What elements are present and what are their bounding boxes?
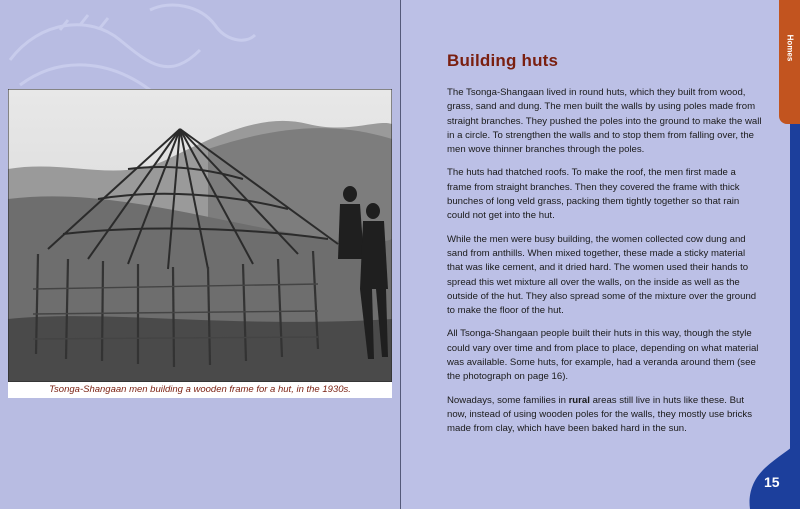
paragraph-5-end: areas still live in huts like these. But now, instead of using wooden poles for the walls, they mostly use bricks made from clay, which have been baked hard in the sun. — [447, 394, 753, 435]
hut-building-photo — [8, 89, 392, 382]
paragraph-4: All Tsonga-Shangaan people built their huts in this way, though the style could vary over time and from place to place, depending on what material was available. Some huts, for example, had a veranda around them (see the photograph on page 16). — [447, 328, 759, 383]
section-tab-text: Homes — [785, 34, 794, 62]
paragraph-2: The huts had thatched roofs. To make the roof, the men first made a frame from straight branches. Then they covered the frame with thick bunches of long veld grass, packing them tightly together so that rain could not get into the hut. — [447, 167, 740, 222]
article-body — [447, 86, 763, 446]
paragraph-3: While the men were busy building, the women collected cow dung and sand from anthills. When mixed together, these made a sticky material that was like cement, and it dried hard. The women used their hands to spread this wet mixture all over the walls, on the inside as well as the outside of the hut. They also spread some of the mixture over the ground to make the floor of the hut. — [447, 233, 757, 317]
edge-band — [790, 124, 800, 454]
photo-frame — [8, 89, 392, 398]
page-title: Building huts — [447, 51, 559, 70]
page-number: 15 — [764, 474, 780, 490]
photo-caption: Tsonga-Shangaan men building a wooden frame for a hut, in the 1930s. — [49, 384, 351, 395]
paragraph-1: The Tsonga-Shangaan lived in round huts, which they built from wood, grass, sand and dung. The men built the walls by using poles made from straight branches. They pushed the poles into the ground to make the wall in a circle. To strengthen the walls and to stop them from falling over, the men wove thinner branches through the poles. — [447, 87, 762, 156]
paragraph-5-start: Nowadays, some families in — [447, 394, 569, 406]
paragraph-5 — [447, 394, 763, 437]
section-tab-label — [779, 18, 800, 78]
glossary-term-rural: rural — [568, 394, 590, 406]
